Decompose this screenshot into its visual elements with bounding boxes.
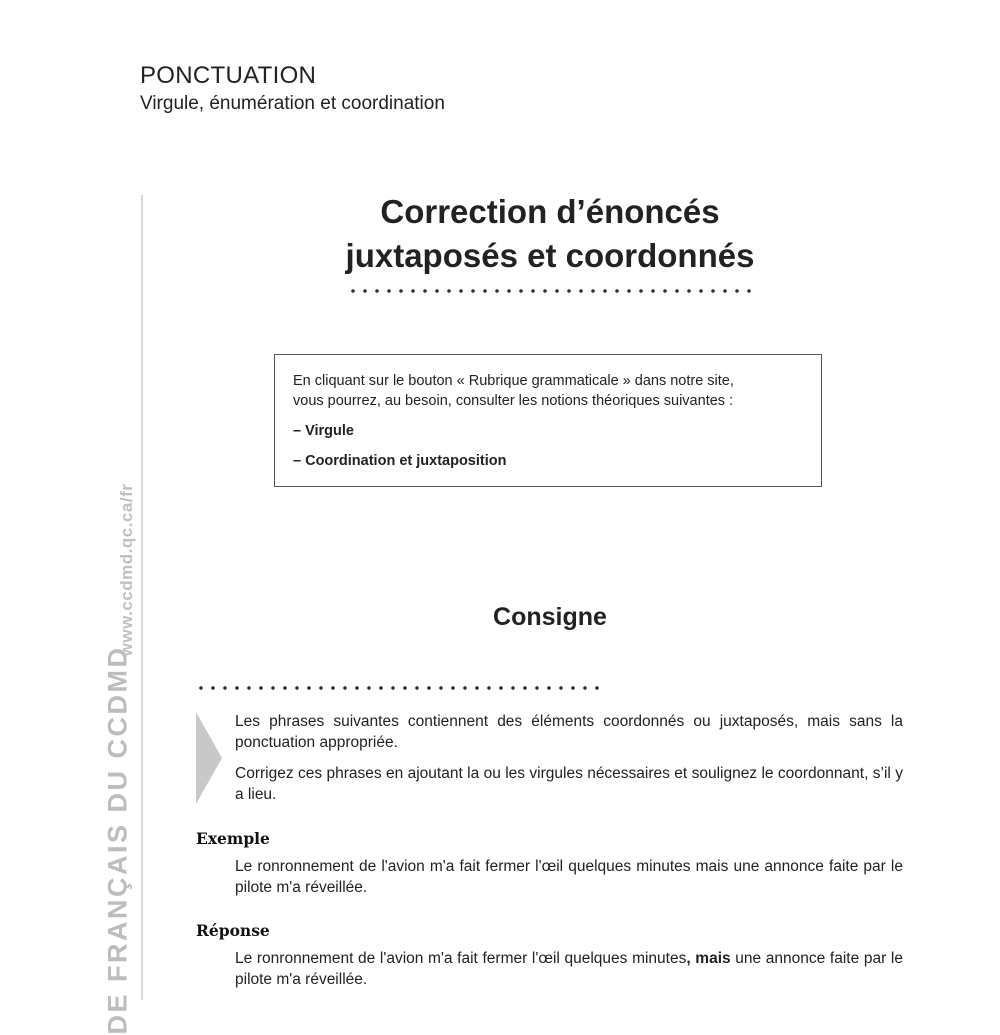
answer-text-before: Le ronronnement de l'avion m'a fait fermer l'œil quelques minutes xyxy=(235,950,687,967)
consigne-paragraph-2: Corrigez ces phrases en ajoutant la ou les virgules nécessaires et soulignez le coordonnant, s’il y a lieu. xyxy=(235,765,903,803)
sidebar-url: www.ccdmd.qc.ca/fr xyxy=(117,483,136,657)
info-box-item-virgule: – Virgule xyxy=(293,423,354,439)
page-title xyxy=(300,190,800,278)
answer-text-after: une annonce faite par le pilote m'a réveillée. xyxy=(235,950,903,988)
info-box xyxy=(274,354,822,487)
consigne-paragraph-1: Les phrases suivantes contiennent des éléments coordonnés ou juxtaposés, mais sans la ponctuation appropriée. xyxy=(235,713,903,751)
example-text: Le ronronnement de l'avion m'a fait fermer l'œil quelques minutes mais une annonce faite par le pilote m'a réveillée. xyxy=(235,858,903,896)
answer-coordinator: , mais xyxy=(686,950,731,967)
answer-text xyxy=(235,948,903,990)
title-dotted-divider xyxy=(347,289,751,293)
info-box-line-1: En cliquant sur le bouton « Rubrique grammaticale » dans notre site, xyxy=(293,373,734,389)
triangle-right-icon xyxy=(196,712,224,804)
example-label: Exemple xyxy=(196,829,270,848)
sidebar-brand: DE FRANÇAIS DU CCDMD xyxy=(102,645,133,1035)
info-box-item-coordination: – Coordination et juxtaposition xyxy=(293,453,507,469)
consigne-heading: Consigne xyxy=(493,603,607,631)
sidebar-divider xyxy=(141,195,143,1000)
page-title-line-1: Correction d’énoncés xyxy=(380,193,720,230)
answer-label: Réponse xyxy=(196,921,270,940)
page-title-line-2: juxtaposés et coordonnés xyxy=(345,237,755,274)
consigne-dotted-divider xyxy=(195,686,607,690)
section-subtitle: Virgule, énumération et coordination xyxy=(140,93,445,114)
info-box-line-2: vous pourrez, au besoin, consulter les notions théoriques suivantes : xyxy=(293,393,734,409)
section-title: PONCTUATION xyxy=(140,62,317,89)
